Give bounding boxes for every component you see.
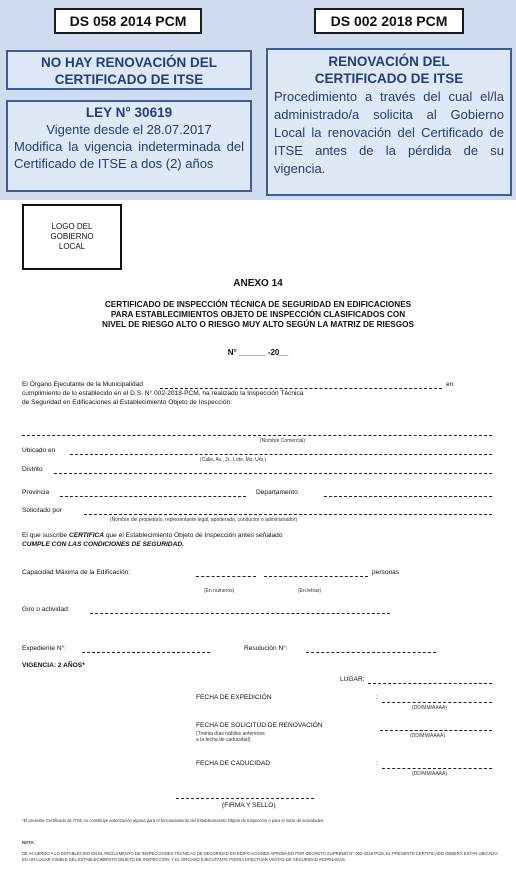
solicitado-label: Solicitado por [22, 507, 62, 514]
distrito-blank [54, 473, 492, 474]
intro-line1: El Órgano Ejecutante de la Municipalidad [22, 381, 143, 388]
annex-14-form [0, 200, 516, 896]
renewal-box [266, 48, 512, 196]
certificate-title [20, 300, 496, 330]
resolucion-blank [306, 652, 436, 653]
fecha-expedicion-colon: : [376, 694, 378, 701]
renewal-body: Procedimiento a través del cual el/la administrado/a solicita al Gobierno Local la renovación del Certificado de ITSE antes de la pérdida de su vigencia. [274, 89, 504, 176]
annex-title: ANEXO 14 [233, 278, 283, 289]
expediente-label: Expediente N°: [22, 645, 67, 652]
ubicado-hint: (Calle, Av., Jr., Lote, Mz, Urb.) [200, 457, 267, 463]
certificate-title-line2: PARA ESTABLECIMIENTOS OBJETO DE INSPECCIÓN CLASIFICADOS CON [110, 310, 406, 319]
fecha-solicitud-hint1: (Treinta días hábiles anteriores [196, 731, 265, 737]
capacidad-letras-blank [264, 576, 368, 577]
ley-vigente: Vigente desde el 28.07.2017 [46, 122, 212, 137]
renewal-heading-line2: CERTIFICADO DE ITSE [314, 71, 464, 86]
fecha-caducidad-format: (DD/MM/AAAA) [412, 771, 447, 777]
en-numeros-hint: (En números) [204, 588, 235, 594]
giro-label: Giro o actividad: [22, 606, 70, 613]
intro-line2: cumplimiento de lo establecido en el D.S. N° 002-2018-PCM, ha realizado la Inspección Técnica [22, 390, 304, 397]
giro-blank [90, 613, 390, 614]
capacidad-end: personas [372, 569, 400, 576]
no-renewal-heading [6, 50, 252, 90]
resolucion-label: Resolución N°: [244, 645, 288, 652]
right-decree-tag: DS 002 2018 PCM [314, 8, 464, 34]
fecha-solicitud-hint2: a la fecha de caducidad) [196, 737, 251, 743]
en-letras-hint: (En letras) [298, 588, 322, 594]
provincia-blank [60, 496, 246, 497]
ubicado-label: Ubicado en [22, 447, 56, 454]
renewal-heading-line1: RENOVACIÓN DEL [328, 54, 450, 69]
left-decree-tag: DS 058 2014 PCM [54, 8, 202, 34]
fecha-solicitud-blank [380, 730, 492, 731]
capacidad-label: Capacidad Máxima de la Edificación: [22, 569, 131, 576]
certifica-line2: CUMPLE CON LAS CONDICIONES DE SEGURIDAD. [22, 541, 184, 548]
firma-label: (FIRMA Y SELLO) [222, 802, 276, 809]
certifica-line1 [22, 532, 283, 540]
certificate-title-line1: CERTIFICADO DE INSPECCIÓN TÉCNICA DE SEGURIDAD EN EDIFICACIONES [104, 300, 412, 309]
vigencia-label: VIGENCIA: 2 AÑOS* [22, 662, 85, 669]
lugar-label: LUGAR: [340, 676, 365, 683]
lugar-blank [368, 683, 492, 684]
intro-line1-end: en [446, 381, 454, 388]
capacidad-numeros-blank [196, 576, 256, 577]
nota-label: NOTA: [22, 840, 35, 845]
distrito-label: Distrito [22, 466, 43, 473]
signature-line [176, 798, 314, 799]
fecha-solicitud-label: FECHA DE SOLICITUD DE RENOVACIÓN [196, 722, 323, 729]
certifica-word: CERTIFICA [68, 532, 104, 539]
no-renewal-heading-line1: NO HAY RENOVACIÓN DEL [40, 55, 218, 70]
nota-text: DE ACUERDO A LO ESTABLECIDO EN EL REGLAMENTO DE INSPECCIONES TÉCNICAS DE SEGURIDAD EN EDIFICACIONES APROBADO POR DECRETO SUPREMO N° 002-2018-PCM, EL PRESENTE CERTIFICADO DEBERÁ ESTAR UBICADO EN UN LUGAR VISIBLE DEL ESTABLECIMIENTO OBJETO DE INSPECCIÓN, Y EL ÓRGANO EJECUTANTE PODRÁ EFECTUAR VISITAS DE SEGURIDAD INOPINADAS. [22, 851, 498, 862]
ubicado-blank [70, 454, 492, 455]
certificate-number: N° ______ -20__ [227, 348, 289, 357]
no-renewal-heading-line2: CERTIFICADO DE ITSE [54, 72, 204, 87]
fecha-expedicion-label: FECHA DE EXPEDICIÓN [196, 694, 272, 701]
solicitado-blank [84, 514, 492, 515]
fecha-caducidad-blank [382, 768, 492, 769]
certifica-line1-a: El que suscribe [22, 532, 68, 539]
provincia-label: Provincia [22, 489, 50, 496]
fecha-caducidad-colon: : [376, 760, 378, 767]
solicitado-hint: (Nombre del propietario, representante legal, apoderado, conductor o administrador) [110, 517, 298, 523]
municipality-blank [160, 388, 442, 389]
departamento-label: Departamento [256, 489, 298, 496]
fecha-solicitud-format: (DD/MM/AAAA) [410, 733, 445, 739]
fecha-caducidad-label: FECHA DE CADUCIDAD [196, 760, 271, 767]
intro-line3: de Seguridad en Edificaciones al Establecimiento Objeto de Inspección: [22, 399, 233, 406]
commercial-name-hint: (Nombre Comercial) [260, 438, 306, 444]
fecha-expedicion-format: (DD/MM/AAAA) [412, 705, 447, 711]
footnote: *El presente Certificado de ITSE no constituye autorización alguna para el funcionamiento del Establecimiento Objeto de Inspección o para el inicio de actividades. [22, 818, 325, 823]
itse-comparison-panel [0, 0, 516, 200]
certificate-title-line3: NIVEL DE RIESGO ALTO O RIESGO MUY ALTO SEGÚN LA MATRIZ DE RIESGOS [102, 320, 414, 329]
departamento-blank [324, 496, 492, 497]
certifica-line1-b: que el Establecimiento Objeto de Inspección antes señalado [105, 532, 283, 539]
ley-title: LEY N° 30619 [85, 105, 173, 120]
ley-30619-box [6, 100, 252, 192]
logo-placeholder: LOGO DEL GOBIERNO LOCAL [22, 204, 122, 270]
expediente-blank [82, 652, 210, 653]
fecha-expedicion-blank [382, 702, 492, 703]
ley-body: Modifica la vigencia indeterminada del Certificado de ITSE a dos (2) años [14, 139, 244, 171]
commercial-name-blank [22, 435, 492, 436]
